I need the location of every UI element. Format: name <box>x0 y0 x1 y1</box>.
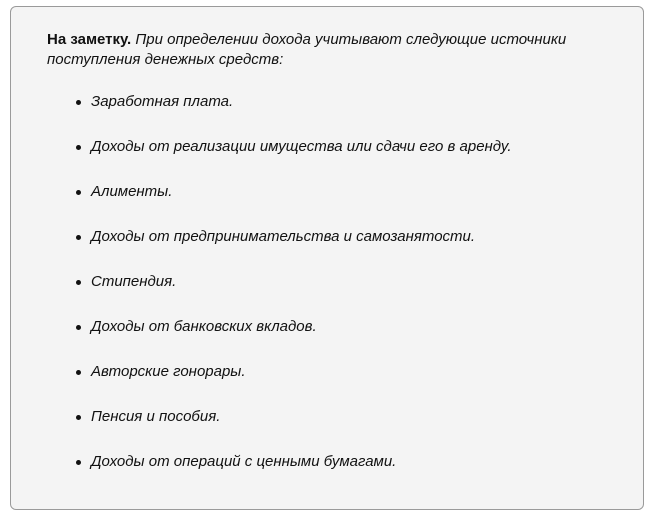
bullet-icon <box>76 280 81 285</box>
bullet-icon <box>76 460 81 465</box>
bullet-icon <box>76 325 81 330</box>
bullet-icon <box>76 415 81 420</box>
note-intro <box>47 30 607 69</box>
bullet-icon <box>76 145 81 150</box>
bullet-icon <box>76 370 81 375</box>
bullet-icon <box>76 235 81 240</box>
note-label: На заметку. <box>47 31 132 48</box>
bullet-icon <box>76 190 81 195</box>
bullet-icon <box>76 100 81 105</box>
note-box: На заметку. При определении дохода учитывают следующие источники поступления денежных средств: Заработная плата. Доходы от реализации имущества или сдачи его в аренду. Алименты. Доходы от предпринимательства и самозанятости. Стипендия. Доходы от банковских вкладов. Авторские гонорары. Пенсия и пособия. Доходы от операций с ценными бумагами. <box>10 6 644 510</box>
note-intro-text: При определении дохода учитывают следующие источники поступления денежных средств: <box>47 31 567 68</box>
